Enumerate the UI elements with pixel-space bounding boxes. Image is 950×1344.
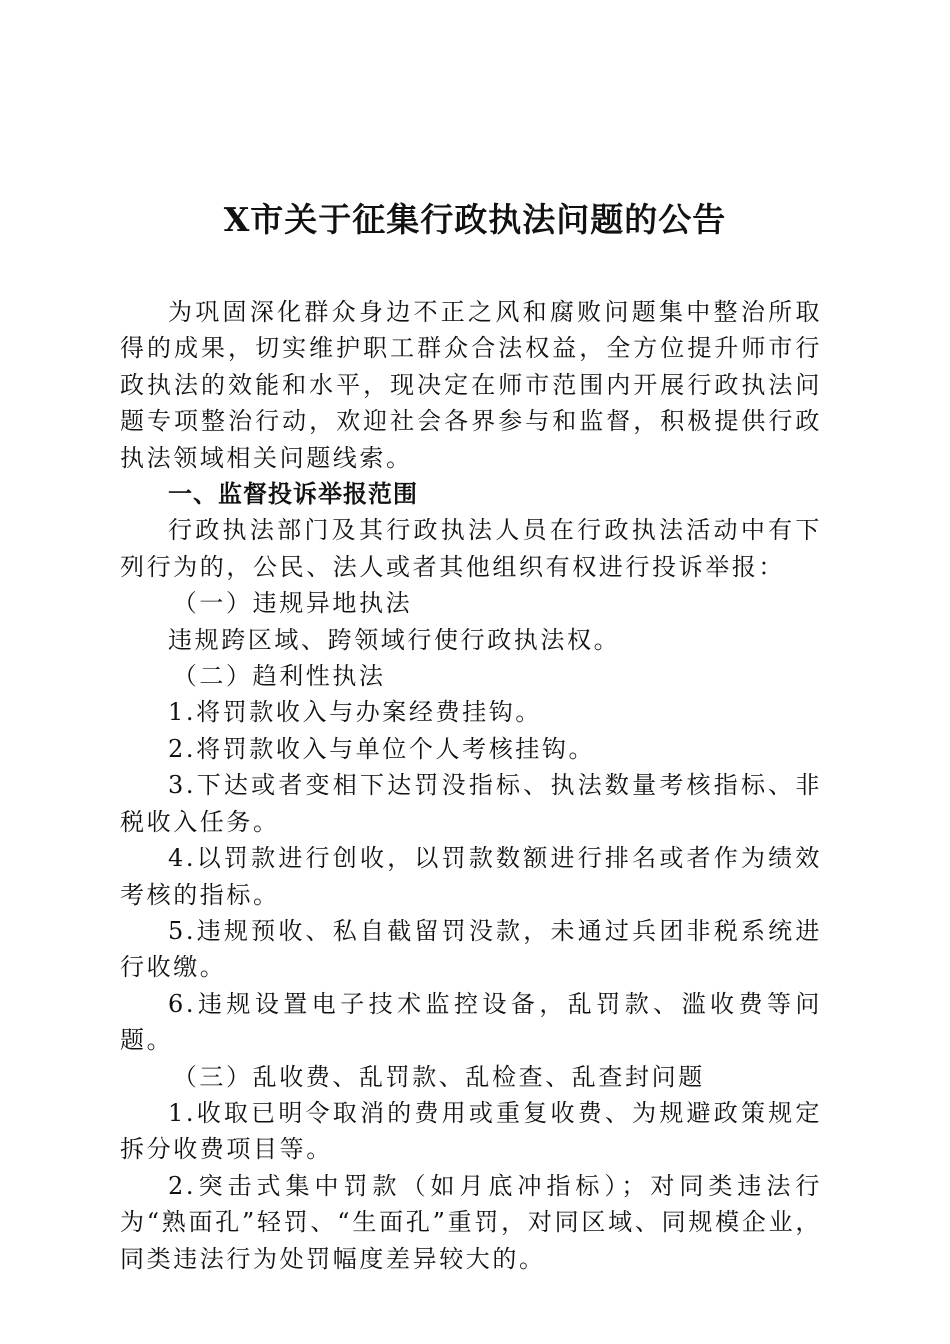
list-item: 2.将罚款收入与单位个人考核挂钩。 <box>168 734 596 763</box>
list-item: 4.以罚款进行创收，以罚款数额进行排名或者作为绩效考核的指标。 <box>120 844 822 909</box>
list-item: 违规跨区域、跨领域行使行政执法权。 <box>168 625 621 654</box>
list-item: 1.收取已明令取消的费用或重复收费、为规避政策规定拆分收费项目等。 <box>120 1098 822 1164</box>
subheading-1: （一）违规异地执法 <box>172 589 413 618</box>
document-body <box>120 294 822 1277</box>
subheading-3: （三）乱收费、乱罚款、乱检查、乱查封问题 <box>172 1062 705 1091</box>
list-item: 2.突击式集中罚款（如月底冲指标）；对同类违法行为“熟面孔”轻罚、“生面孔”重罚，对同区域、同规模企业，同类违法行为处罚幅度差异较大的。 <box>120 1171 822 1273</box>
list-item: 3.下达或者变相下达罚没指标、执法数量考核指标、非税收入任务。 <box>120 771 822 836</box>
list-item: 1.将罚款收入与办案经费挂钩。 <box>168 698 542 727</box>
list-item: 6.违规设置电子技术监控设备，乱罚款、滥收费等问题。 <box>120 989 822 1055</box>
intro-paragraph: 为巩固深化群众身边不正之风和腐败问题集中整治所取得的成果，切实维护职工群众合法权益，全方位提升师市行政执法的效能和水平，现决定在师市范围内开展行政执法问题专项整治行动，欢迎社会各界参与和监督，积极提供行政执法领域相关问题线索。 <box>120 298 822 472</box>
subheading-2: （二）趋利性执法 <box>172 662 386 691</box>
list-item: 5.违规预收、私自截留罚没款，未通过兵团非税系统进行收缴。 <box>120 916 822 982</box>
section-heading-1: 一、监督投诉举报范围 <box>168 480 418 509</box>
section-paragraph: 行政执法部门及其行政执法人员在行政执法活动中有下列行为的，公民、法人或者其他组织有权进行投诉举报： <box>120 516 822 581</box>
document-title: X市关于征集行政执法问题的公告 <box>223 200 727 239</box>
